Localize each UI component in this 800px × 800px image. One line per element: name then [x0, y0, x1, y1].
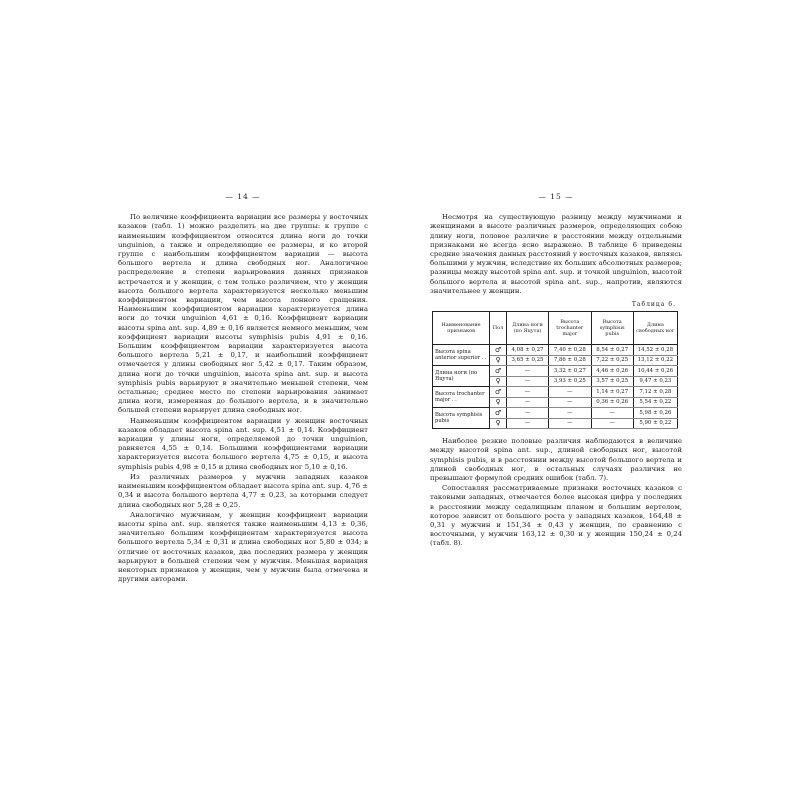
- table-feature-cell: Длина ноги (по Яцута): [433, 366, 490, 387]
- table-header-cell: Пол: [490, 312, 507, 345]
- table-sex-cell: ♀: [490, 376, 507, 387]
- table-value-cell: —: [507, 376, 549, 387]
- table-value-cell: 7,86 ± 0,28: [548, 355, 591, 366]
- table-sex-cell: ♀: [490, 397, 507, 408]
- table-sex-cell: ♂: [490, 408, 507, 419]
- table-header-cell: Высота symphisis pubis: [591, 312, 633, 345]
- data-table: [432, 311, 678, 429]
- table-value-cell: 7,22 ± 0,25: [591, 355, 633, 366]
- table-value-cell: —: [507, 408, 549, 419]
- table-value-cell: —: [591, 418, 633, 429]
- table-value-cell: 3,32 ± 0,27: [548, 366, 591, 377]
- table-value-cell: —: [507, 418, 549, 429]
- right-page: [430, 192, 682, 550]
- table-sex-cell: ♂: [490, 366, 507, 377]
- table-value-cell: —: [591, 408, 633, 419]
- paragraph: Наиболее резкие половые различия наблюдаются в величине между высотой spina ant. sup., длиной свободных ног, высотой symphisis pubis, и в расстоянии между высотой большого вертела и длиной свободных ног, в остальных случаях различия не превышают формулой средних ошибок (табл. 7).: [430, 437, 682, 483]
- table-value-cell: 5,98 ± 0,26: [633, 408, 677, 419]
- table-sex-cell: ♂: [490, 387, 507, 398]
- table-value-cell: 5,54 ± 0,22: [633, 397, 677, 408]
- page-number-left: — 14 —: [225, 192, 261, 201]
- paragraph: По величине коэффициента вариации все размеры у восточных казаков (табл. 1) можно разделить на две группы: к группе с наименьшим коэффициентом относится длина ноги до точки unguinion, а также и определяющие ее размеры, и ко второй группе с наибольшим коэффициентом вариации — высота большого вертела и длина свободных ног. Аналогичное распределение в степени варьирования данных признаков встречается и у женщин, с тем только различием, что у женщин высота большого вертела характеризуется несколько меньшим коэффициентом вариации, чем высота лонного сращения. Наименьшим коэффициентом вариации характеризуется длина ноги до точки unguinion 4,61 ± 0,16. Коэффициент вариации высоты spina ant. sup. 4,89 ± 0,16 является немного меньшим, чем коэффициент вариации высоты symphisis pubis 4,91 ± 0,16. Большим коэффициентом вариации характеризуется высота большого вертела 5,21 ± 0,17, и наибольший коэффициент отмечается у длины свободных ног 5,42 ± 0,17. Таким образом, длина ноги до точки unguinion, высота spina ant. sup. и высота symphisis pubis варьируют в значительно меньшей степени, чем остальные; среднее место по степени варьирования занимает длина ноги, измеренная до большого вертела, и в значительно большей степени варьирует длина свободных ног.: [118, 213, 368, 415]
- table-row: [433, 345, 678, 356]
- table-header-cell: Наименование признаков: [433, 312, 490, 345]
- table-value-cell: 4,08 ± 0,27: [507, 345, 549, 356]
- table-value-cell: 3,65 ± 0,25: [507, 355, 549, 366]
- table-value-cell: 7,12 ± 0,28: [633, 387, 677, 398]
- table-sex-cell: ♀: [490, 355, 507, 366]
- table-header-cell: Высота trochanter major: [548, 312, 591, 345]
- paragraph: Несмотря на существующую разницу между мужчинами и женщинами в высоте различных размеров, определяющих собою длину ноги, половое различие в расстоянии между отдельными признаками не всегда ясно выражено. В таблице 6 приведены средние значения данных расстояний у восточных казаков, являясь большими у мужчин, вследствие их больших абсолютных размеров; разницы между высотой spina ant. sup. и точкой unguinion, высотой большого вертела и высотой spina ant. sup., напротив, являются значительнее у женщин.: [430, 213, 682, 295]
- table-value-cell: 4,46 ± 0,26: [591, 366, 633, 377]
- table-feature-cell: Высота trochanter major . .: [433, 387, 490, 408]
- table-feature-cell: Высота spina anterior superior . .: [433, 345, 490, 366]
- table-value-cell: 5,90 ± 0,22: [633, 418, 677, 429]
- table-value-cell: 13,12 ± 0,22: [633, 355, 677, 366]
- paragraph: Аналогично мужчинам, у женщин коэффициент вариации высоты spina ant. sup. является также наименьшим 4,13 ± 0,36, значительно большим коэффициентам характеризуется высота большого вертела 5,34 ± 0,31 и длина свободных ног 5,80 ± 034; в отличие от восточных казаков, два последних размера у женщин варьируют в большей степени чем у мужчин. Меньшая вариация некоторых признаков у женщин, чем у мужчин была отмечена и другими авторами.: [118, 510, 368, 584]
- table-value-cell: —: [548, 387, 591, 398]
- paragraph: Наименьшим коэффициентом вариации у женщин восточных казаков обладает высота spina ant. sup. 4,51 ± 0,14. Коэффициент вариации у длины ноги, определяемой до точки unguinion, равняется 4,55 ± 0,14. Большими коэффициентами вариации характеризуется высота большого вертела 4,75 ± 0,15, и высота symphisis pubis 4,98 ± 0,15 и длина свободных ног 5,10 ± 0,16.: [118, 416, 368, 471]
- table-value-cell: 8,54 ± 0,27: [591, 345, 633, 356]
- page-number-right: — 15 —: [538, 192, 574, 201]
- table-value-cell: —: [507, 366, 549, 377]
- table-value-cell: —: [507, 387, 549, 398]
- table-row: [433, 387, 678, 398]
- table-value-cell: 10,44 ± 0,26: [633, 366, 677, 377]
- table-header-cell: Длина свободных ног: [633, 312, 677, 345]
- paragraph: Сопоставляя рассматриваемые признаки восточных казаков с таковыми западных, отмечается более высокая цифра у последних в расстоянии между седалищным планом и большим вертелом, которое зависит от большого роста у западных казаков, 164,48 ± 0,31 у мужчин и 151,34 ± 0,43 у женщин, по сравнению с восточными, у мужчин 163,12 ± 0,30 и у женщин 150,24 ± 0,24 (табл. 8).: [430, 484, 682, 548]
- table-value-cell: 9,47 ± 0,23: [633, 376, 677, 387]
- left-page: [118, 192, 368, 585]
- paragraph: Из различных размеров у мужчин западных казаков наименьшим коэффициентом обладает высота spina ant. sup. 4,76 ± 0,34 и высота большого вертела 4,77 ± 0,23, за которыми следует длина свободных ног 5,28 ± 0,25.: [118, 472, 368, 509]
- table-value-cell: 0,36 ± 0,26: [591, 397, 633, 408]
- table-body: [433, 345, 678, 429]
- table-feature-cell: Высота symphisis pubis: [433, 408, 490, 429]
- table-sex-cell: ♀: [490, 418, 507, 429]
- table-value-cell: 3,93 ± 0,25: [548, 376, 591, 387]
- table-value-cell: —: [548, 408, 591, 419]
- table-caption: Таблица 6.: [631, 301, 676, 309]
- table-header-row: [433, 312, 678, 345]
- table-value-cell: 3,57 ± 0,25: [591, 376, 633, 387]
- table-row: [433, 366, 678, 377]
- table-value-cell: —: [548, 397, 591, 408]
- table-value-cell: 7,40 ± 0,28: [548, 345, 591, 356]
- table-value-cell: 14,52 ± 0,28: [633, 345, 677, 356]
- table-value-cell: —: [548, 418, 591, 429]
- table-row: [433, 408, 678, 419]
- table-value-cell: —: [507, 397, 549, 408]
- table-sex-cell: ♂: [490, 345, 507, 356]
- table-value-cell: 1,14 ± 0,27: [591, 387, 633, 398]
- table-header-cell: Длина ноги (по Яцута): [507, 312, 549, 345]
